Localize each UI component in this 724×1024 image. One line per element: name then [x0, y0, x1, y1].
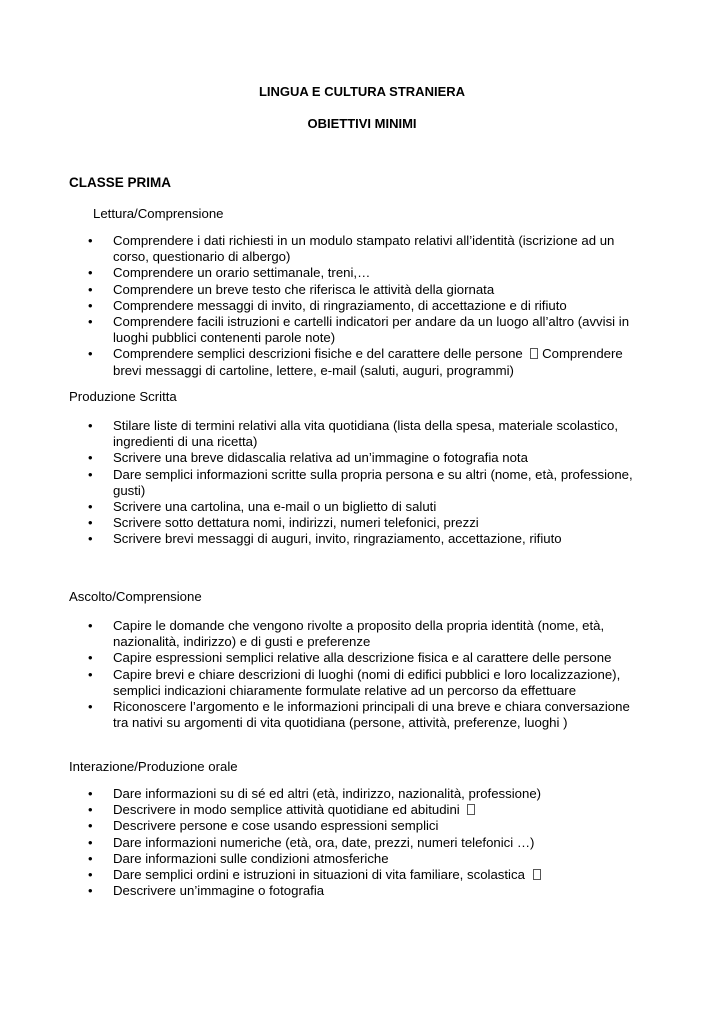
section-heading-interazione: Interazione/Produzione orale: [69, 759, 238, 774]
list-item: • Comprendere messaggi di invito, di ringraziamento, di accettazione e di rifiuto: [88, 298, 648, 314]
list-item: • Dare semplici ordini e istruzioni in situazioni di vita familiare, scolastica: [88, 867, 648, 883]
list-item: • Scrivere sotto dettatura nomi, indirizzi, numeri telefonici, prezzi: [88, 515, 648, 531]
list-interazione: [88, 786, 648, 899]
list-item: • Scrivere una breve didascalia relativa ad un’immagine o fotografia nota: [88, 450, 648, 466]
list-item: • Comprendere i dati richiesti in un modulo stampato relativi all’identità (iscrizione ad un corso, questionario di albergo): [88, 233, 648, 265]
list-item: • Stilare liste di termini relativi alla vita quotidiana (lista della spesa, materiale scolastico, ingredienti di una ricetta): [88, 418, 648, 450]
section-heading-ascolto: Ascolto/Comprensione: [69, 589, 202, 604]
list-item: • Scrivere brevi messaggi di auguri, invito, ringraziamento, accettazione, rifiuto: [88, 531, 648, 547]
list-item: • Comprendere facili istruzioni e cartelli indicatori per andare da un luogo all’altro (avvisi in luoghi pubblici contenenti parole note): [88, 314, 648, 346]
document-title: LINGUA E CULTURA STRANIERA: [258, 84, 466, 99]
section-heading-lettura: Lettura/Comprensione: [93, 206, 224, 221]
list-item: • Dare informazioni numeriche (età, ora, date, prezzi, numeri telefonici …): [88, 835, 648, 851]
list-lettura: [88, 233, 648, 379]
list-item: • Capire brevi e chiare descrizioni di luoghi (nomi di edifici pubblici e loro localizzazione), semplici indicazioni chiaramente formulate relative ad un percorso da effettuare: [88, 667, 648, 699]
list-item: • Dare informazioni su di sé ed altri (età, indirizzo, nazionalità, professione): [88, 786, 648, 802]
list-item: • Capire espressioni semplici relative alla descrizione fisica e al carattere delle persone: [88, 650, 648, 666]
list-item: • Descrivere persone e cose usando espressioni semplici: [88, 818, 648, 834]
class-heading: CLASSE PRIMA: [69, 175, 172, 190]
list-item: • Descrivere un’immagine o fotografia: [88, 883, 648, 899]
list-item: • Scrivere una cartolina, una e-mail o un biglietto di saluti: [88, 499, 648, 515]
missing-glyph-icon: [467, 804, 475, 815]
section-heading-produzione-scritta: Produzione Scritta: [69, 389, 177, 404]
list-item: • Comprendere un orario settimanale, treni,…: [88, 265, 648, 281]
missing-glyph-icon: [530, 348, 538, 359]
list-item: • Riconoscere l’argomento e le informazioni principali di una breve e chiara conversazione tra nativi su argomenti di vita quotidiana (persone, attività, preferenze, luoghi ): [88, 699, 648, 731]
list-item: • Comprendere semplici descrizioni fisiche e del carattere delle persone Comprendere brevi messaggi di cartoline, lettere, e-mail (saluti, auguri, programmi): [88, 346, 648, 378]
list-item: • Capire le domande che vengono rivolte a proposito della propria identità (nome, età, nazionalità, indirizzo) e di gusti e preferenze: [88, 618, 648, 650]
list-ascolto: [88, 618, 648, 731]
missing-glyph-icon: [533, 869, 541, 880]
list-item: • Dare semplici informazioni scritte sulla propria persona e su altri (nome, età, professione, gusti): [88, 467, 648, 499]
document-subtitle: OBIETTIVI MINIMI: [307, 116, 417, 131]
list-item: • Dare informazioni sulle condizioni atmosferiche: [88, 851, 648, 867]
list-produzione-scritta: [88, 418, 648, 548]
list-item: • Descrivere in modo semplice attività quotidiane ed abitudini: [88, 802, 648, 818]
list-item: • Comprendere un breve testo che riferisca le attività della giornata: [88, 282, 648, 298]
